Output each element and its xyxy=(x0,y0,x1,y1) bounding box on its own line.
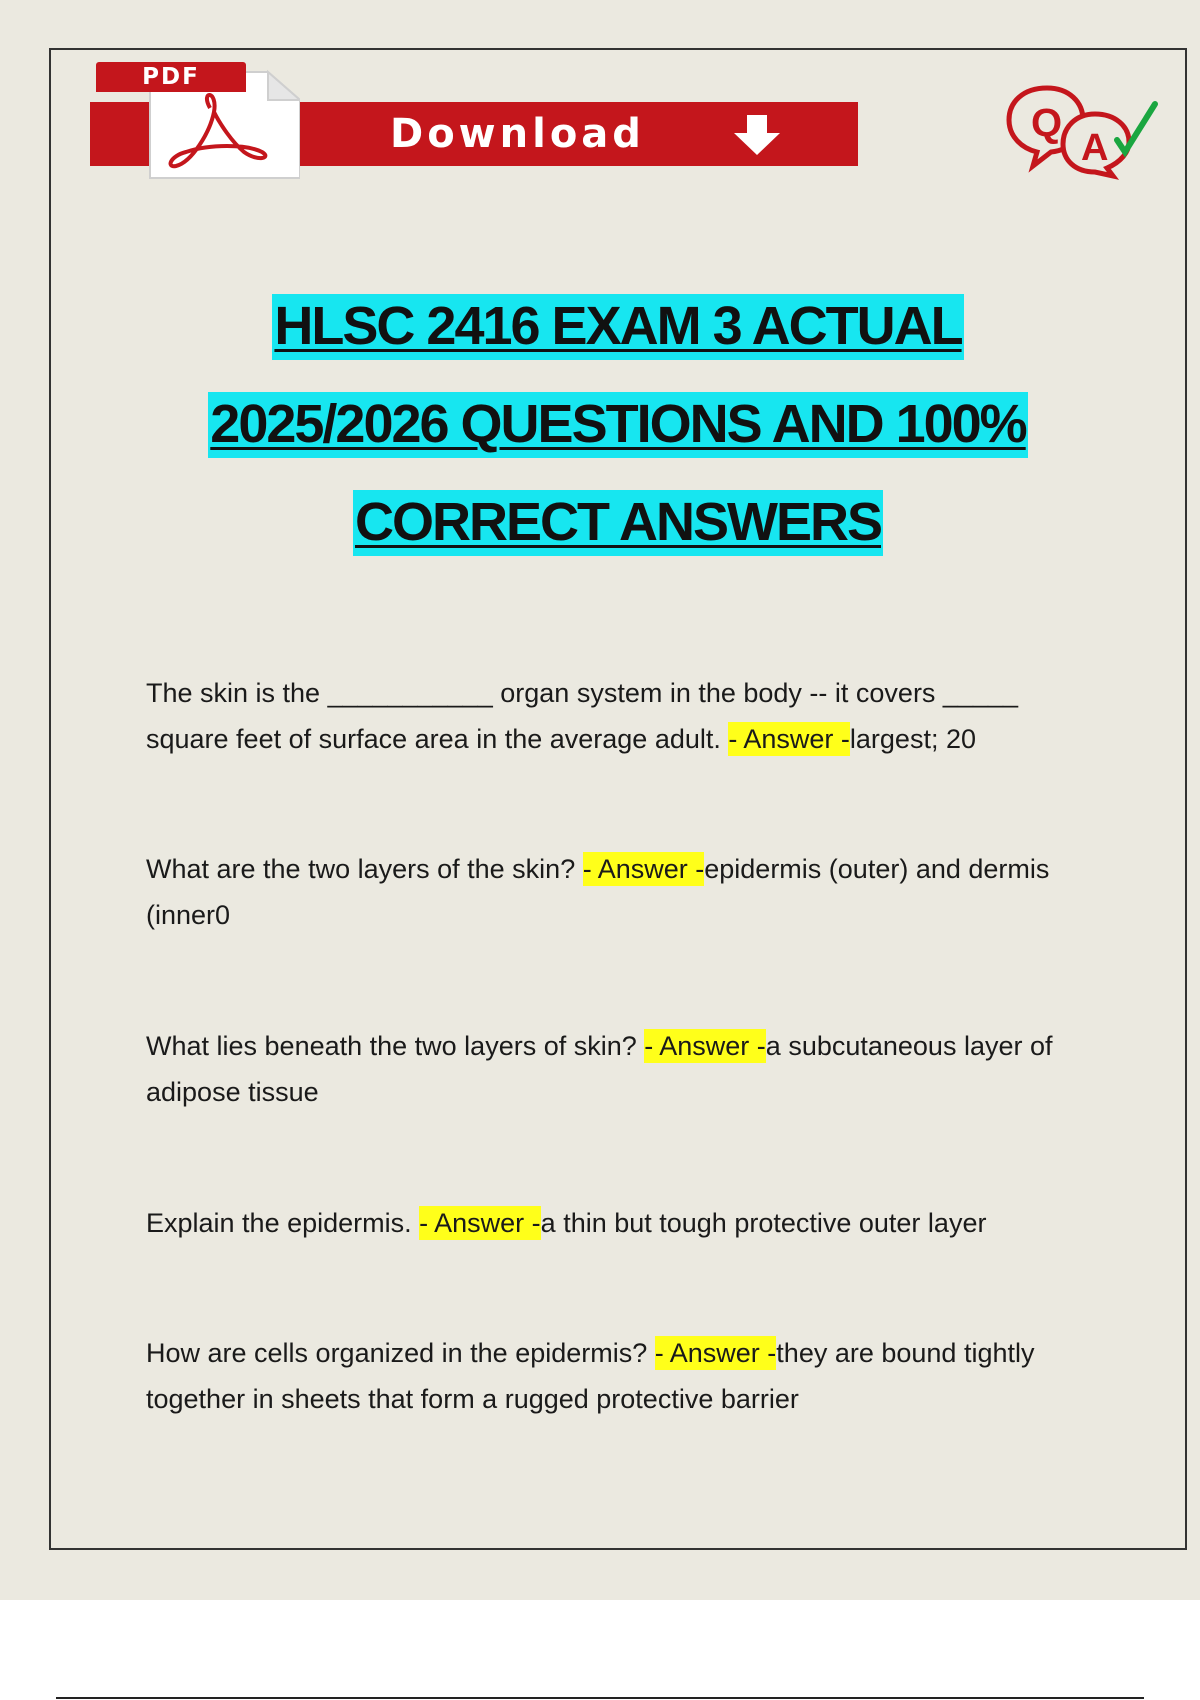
bottom-divider xyxy=(56,1697,1144,1699)
question-text: What are the two layers of the skin? xyxy=(146,854,583,884)
logo-a-letter: A xyxy=(1081,127,1109,169)
answer-label: - Answer - xyxy=(728,724,850,754)
qa-item xyxy=(146,1200,1096,1246)
question-text: What lies beneath the two layers of skin? xyxy=(146,1031,645,1061)
answer-text: epidermis (outer) and dermis (inner0 xyxy=(146,854,1050,930)
document-title xyxy=(60,296,1176,590)
qa-item xyxy=(146,1330,1096,1422)
question-text: The skin is the ___________ organ system in the body -- it covers _____ square feet of surface area in the average adult. xyxy=(146,678,1019,754)
title-line-2: 2025/2026 QUESTIONS AND 100% xyxy=(208,392,1027,458)
answer-text: a thin but tough protective outer layer xyxy=(540,1208,987,1238)
qa-check-logo-icon xyxy=(1005,80,1165,180)
answer-text: a subcutaneous layer of adipose tissue xyxy=(146,1031,1053,1107)
answer-label: - Answer - xyxy=(582,854,705,884)
answer-text: they are bound tightly together in sheets that form a rugged protective barrier xyxy=(146,1338,1035,1414)
logo-q-letter: Q xyxy=(1031,101,1063,145)
qa-item xyxy=(146,1023,1096,1115)
answer-text: largest; 20 xyxy=(849,724,976,754)
answer-label: - Answer - xyxy=(654,1338,777,1368)
title-line-3: CORRECT ANSWERS xyxy=(353,490,883,556)
title-line-1: HLSC 2416 EXAM 3 ACTUAL xyxy=(272,294,963,360)
answer-label: - Answer - xyxy=(419,1208,541,1238)
qa-item xyxy=(146,846,1096,938)
question-text: How are cells organized in the epidermis? xyxy=(146,1338,655,1368)
question-text: Explain the epidermis. xyxy=(146,1208,420,1238)
download-banner[interactable] xyxy=(90,58,860,180)
document-frame xyxy=(49,48,1187,1550)
download-arrow-icon[interactable] xyxy=(732,115,782,157)
download-label[interactable]: Download xyxy=(390,111,645,157)
answer-label: - Answer - xyxy=(644,1031,766,1061)
pdf-label: PDF xyxy=(96,62,246,92)
qa-item xyxy=(146,670,1096,762)
